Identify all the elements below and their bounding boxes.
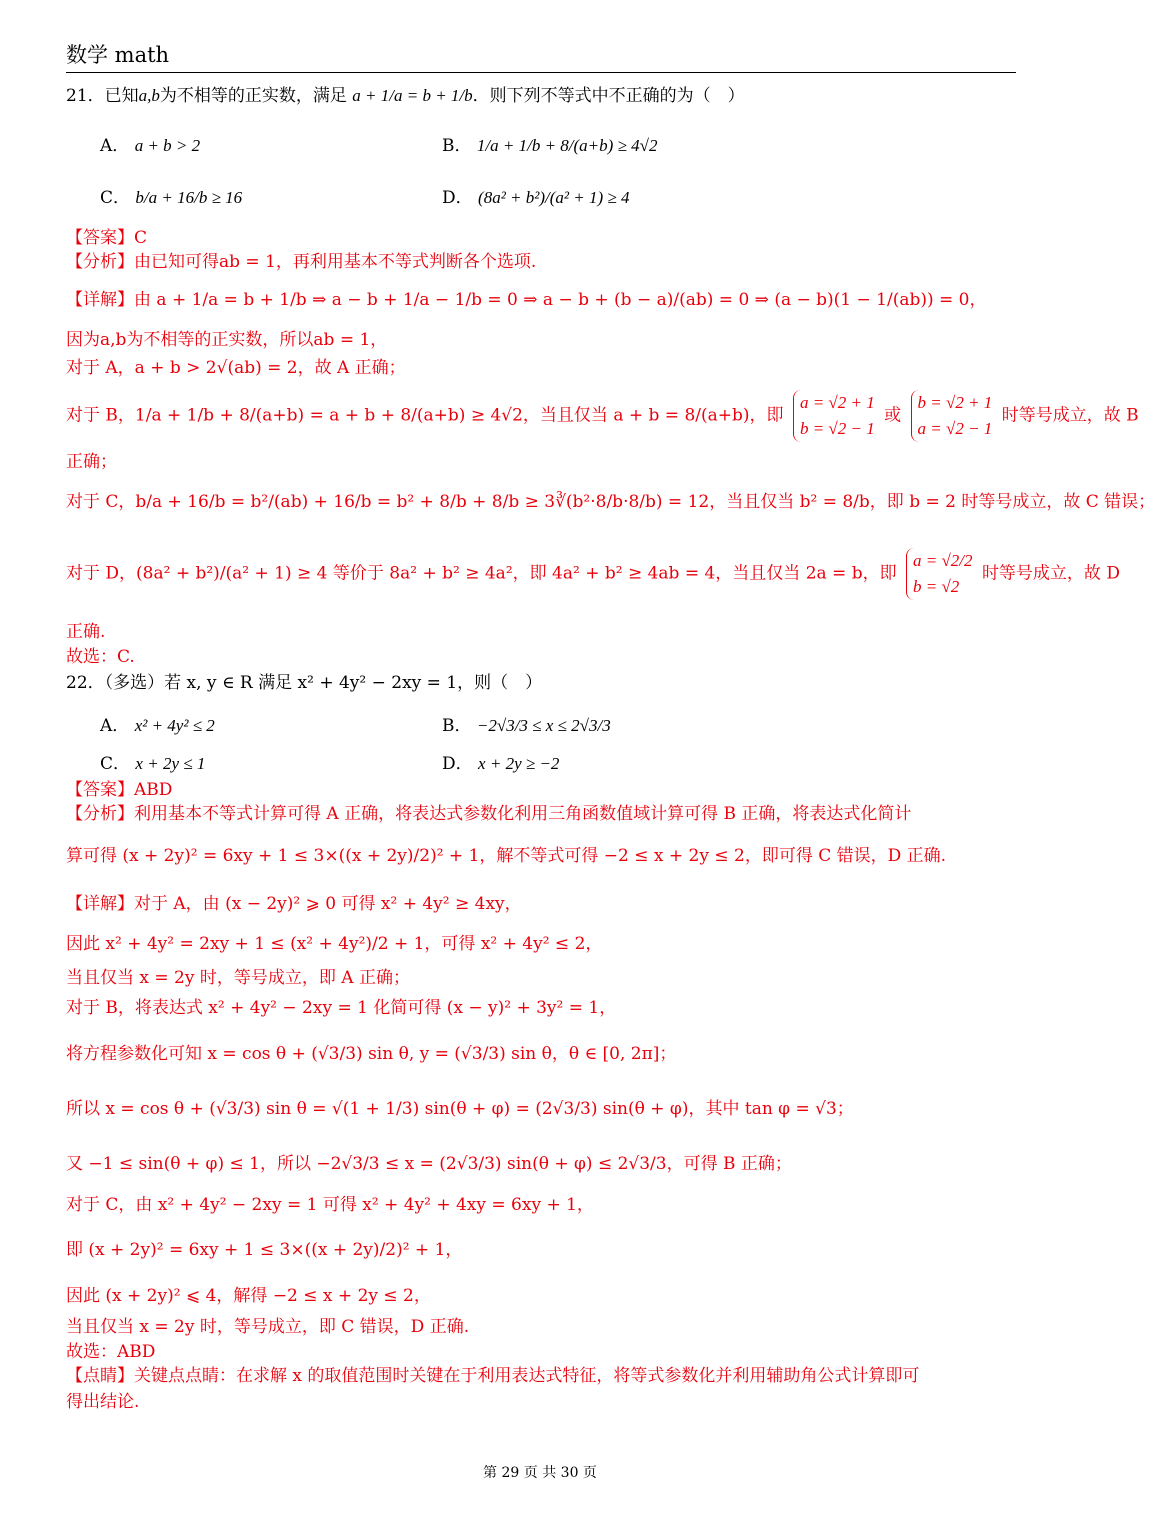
- q21-option-b: B． 1/a + 1/b + 8/(a+b) ≥ 4√2: [442, 136, 658, 156]
- q21-option-a: A． a + b > 2: [100, 136, 201, 156]
- q21-answer: 【答案】C: [66, 228, 148, 248]
- q22-detail-4: 对于 B，将表达式 x² + 4y² − 2xy = 1 化简可得 (x − y)² + 3y² = 1，: [66, 998, 617, 1018]
- q21-choose: 故选：C.: [66, 647, 135, 667]
- q22-detail-1: 【详解】对于 A，由 (x − 2y)² ⩾ 0 可得 x² + 4y² ≥ 4xy，: [66, 894, 522, 914]
- q21-stem: 21．已知a,b为不相等的正实数，满足 a + 1/a = b + 1/b．则下列不等式中不正确的为（ ）: [66, 86, 745, 106]
- q22-detail-9: 即 (x + 2y)² = 6xy + 1 ≤ 3×((x + 2y)/2)² + 1，: [66, 1240, 463, 1260]
- q22-option-b: B． −2√3/3 ≤ x ≤ 2√3/3: [442, 716, 611, 736]
- q22-detail-6: 所以 x = cos θ + (√3/3) sin θ = √(1 + 1/3) sin(θ + φ) = (2√3/3) sin(θ + φ)，其中 tan φ = √3；: [66, 1099, 854, 1119]
- q22-choose: 故选：ABD: [66, 1342, 156, 1362]
- q22-detail-3: 当且仅当 x = 2y 时，等号成立，即 A 正确；: [66, 968, 410, 988]
- q22-option-a: A． x² + 4y² ≤ 2: [100, 716, 215, 736]
- page-footer: 第 29 页 共 30 页: [483, 1465, 597, 1481]
- q21-condition: a + 1/a = b + 1/b: [352, 86, 473, 105]
- q22-remark-2: 得出结论.: [66, 1392, 140, 1412]
- q22-option-c: C． x + 2y ≤ 1: [100, 754, 206, 774]
- q21-detail-c: 对于 C，b/a + 16/b = b²/(ab) + 16/b = b² + 8/b + 8/b ≥ 3∛(b²·8/b·8/b) = 12，当且仅当 b² = 8/b，即 b = 2 时等号成立，故 C 错误；: [66, 492, 1155, 512]
- q22-analysis-1: 【分析】利用基本不等式计算可得 A 正确，将表达式参数化利用三角函数值域计算可得 B 正确，将表达式化简计: [66, 804, 912, 824]
- q22-remark-1: 【点睛】关键点点睛：在求解 x 的取值范围时关键在于利用表达式特征，将等式参数化并利用辅助角公式计算即可: [66, 1366, 920, 1386]
- q22-stem: 22．（多选）若 x, y ∈ R 满足 x² + 4y² − 2xy = 1，则（ ）: [66, 673, 543, 693]
- q22-detail-11: 当且仅当 x = 2y 时，等号成立，即 C 错误，D 正确.: [66, 1317, 470, 1337]
- q22-detail-8: 对于 C，由 x² + 4y² − 2xy = 1 可得 x² + 4y² + 4xy = 6xy + 1，: [66, 1195, 594, 1215]
- q21-detail-b-end: 正确；: [66, 452, 117, 472]
- q22-detail-10: 因此 (x + 2y)² ⩽ 4，解得 −2 ≤ x + 2y ≤ 2，: [66, 1286, 431, 1306]
- q22-detail-2: 因此 x² + 4y² = 2xy + 1 ≤ (x² + 4y²)/2 + 1，可得 x² + 4y² ≤ 2，: [66, 934, 603, 954]
- q21-detail-2: 因为a,b为不相等的正实数，所以ab = 1，: [66, 330, 388, 350]
- q22-answer: 【答案】ABD: [66, 780, 173, 800]
- page-header: [66, 40, 1016, 73]
- q21-detail-a: 对于 A，a + b > 2√(ab) = 2，故 A 正确；: [66, 358, 406, 378]
- q21-option-c: C． b/a + 16/b ≥ 16: [100, 188, 243, 208]
- q21-system-1: a = √2 + 1 b = √2 − 1: [793, 390, 875, 442]
- q21-system-2: b = √2 + 1 a = √2 − 1: [911, 390, 993, 442]
- q21-detail-d-end: 正确.: [66, 622, 106, 642]
- q21-detail-b: 对于 B，1/a + 1/b + 8/(a+b) = a + b + 8/(a+b) ≥ 4√2，当且仅当 a + b = 8/(a+b)，即 a = √2 + 1 b = √2 − 1 或 b = √2 + 1 a = √2 − 1 时等号成立，故 B: [66, 390, 1139, 442]
- q21-system-3: a = √2/2 b = √2: [906, 548, 973, 600]
- header-title: 数学 math: [66, 43, 170, 67]
- q22-analysis-2: 算可得 (x + 2y)² = 6xy + 1 ≤ 3×((x + 2y)/2)² + 1，解不等式可得 −2 ≤ x + 2y ≤ 2，即可得 C 错误，D 正确.: [66, 846, 947, 866]
- q21-analysis: 【分析】由已知可得ab = 1，再利用基本不等式判断各个选项.: [66, 252, 537, 272]
- q22-option-d: D． x + 2y ≥ −2: [442, 754, 560, 774]
- q21-detail-d: 对于 D，(8a² + b²)/(a² + 1) ≥ 4 等价于 8a² + b² ≥ 4a²，即 4a² + b² ≥ 4ab = 4，当且仅当 2a = b，即 a = √2/2 b = √2 时等号成立，故 D: [66, 548, 1120, 600]
- q21-option-d: D． (8a² + b²)/(a² + 1) ≥ 4: [442, 188, 630, 208]
- q22-detail-5: 将方程参数化可知 x = cos θ + (√3/3) sin θ, y = (√3/3) sin θ，θ ∈ [0, 2π]；: [66, 1044, 677, 1064]
- q21-detail-1: 【详解】由 a + 1/a = b + 1/b ⇒ a − b + 1/a − 1/b = 0 ⇒ a − b + (b − a)/(ab) = 0 ⇒ (a − b)(1 − 1/(ab)) = 0，: [66, 290, 987, 310]
- q22-detail-7: 又 −1 ≤ sin(θ + φ) ≤ 1，所以 −2√3/3 ≤ x = (2√3/3) sin(θ + φ) ≤ 2√3/3，可得 B 正确；: [66, 1154, 792, 1174]
